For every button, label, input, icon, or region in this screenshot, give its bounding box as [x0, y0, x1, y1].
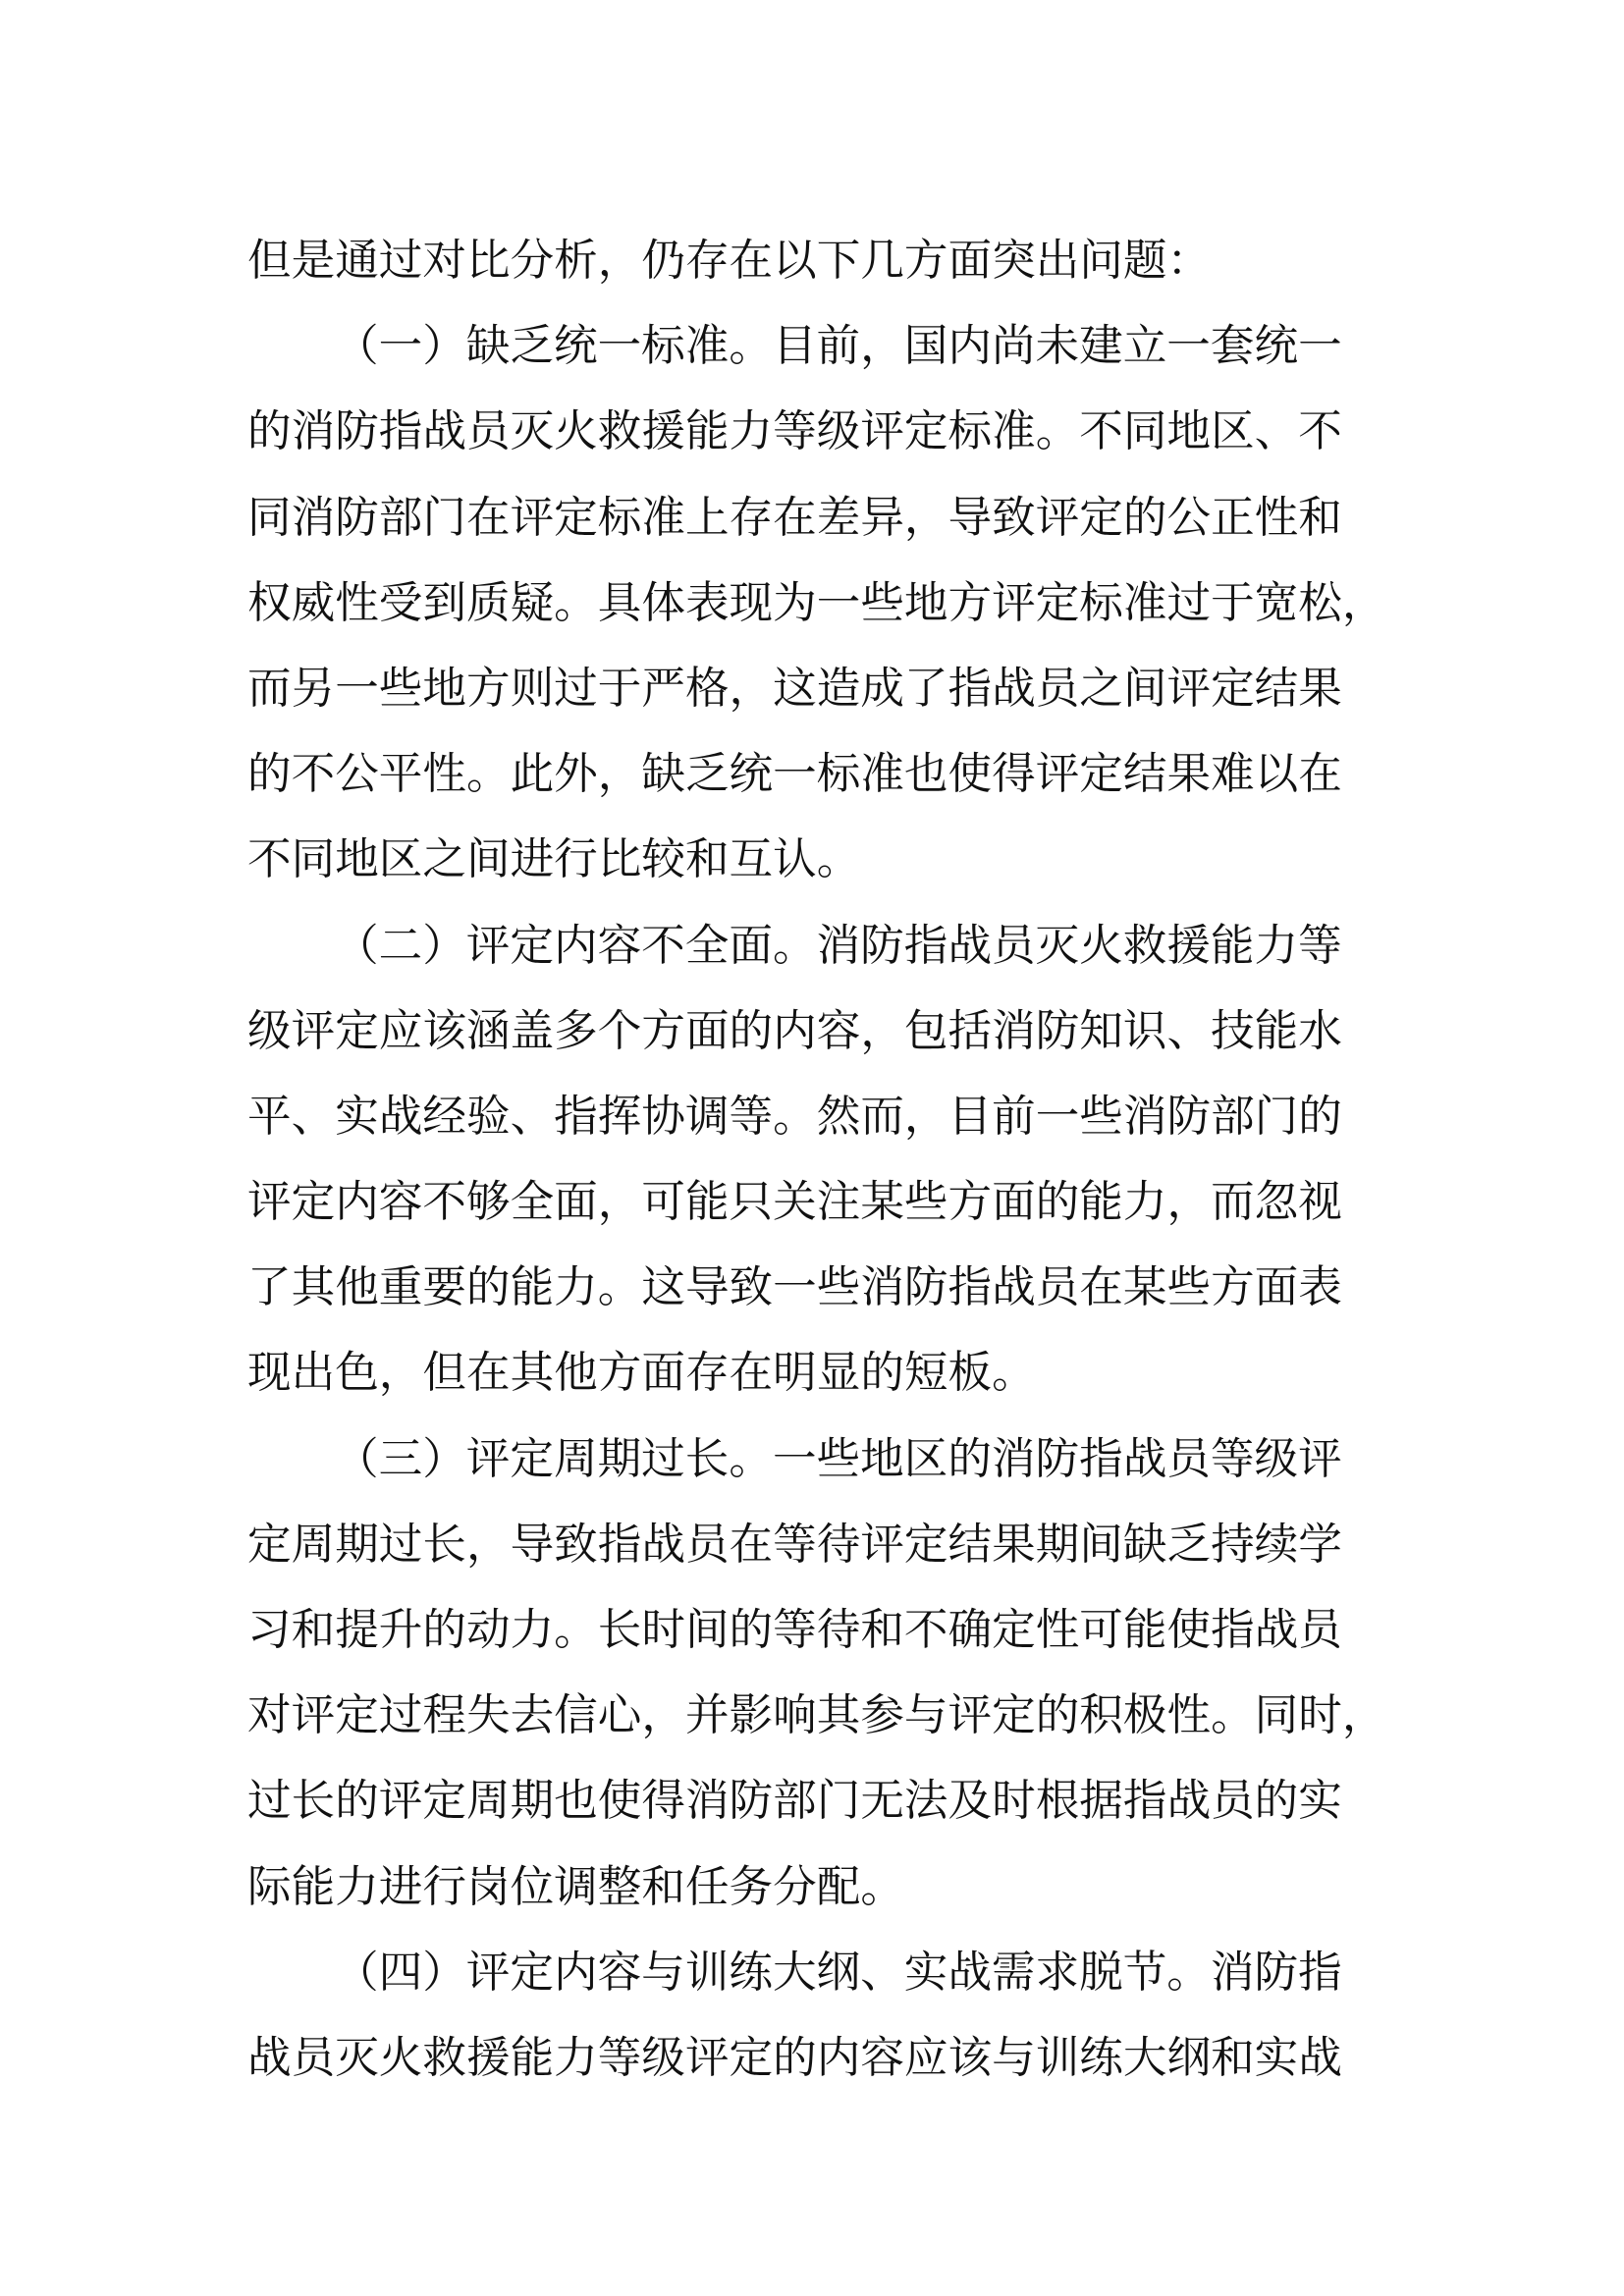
text-line: 习和提升的动力。长时间的等待和不确定性可能使指战员: [247, 1604, 1342, 1655]
text-line: 但是通过对比分析，仍存在以下几方面突出问题：: [247, 235, 1212, 286]
paragraph-lack-of-standard: [247, 303, 1386, 902]
text-line: （二）评定内容不全面。消防指战员灭火救援能力等: [335, 919, 1342, 971]
text-line: 不同地区之间进行比较和互认。: [247, 833, 861, 885]
text-line: 际能力进行岗位调整和任务分配。: [247, 1860, 904, 1912]
paragraph-incomplete-content: [247, 903, 1352, 1416]
text-line: （四）评定内容与训练大纲、实战需求脱节。消防指: [335, 1946, 1342, 1998]
text-line: 的不公平性。此外，缺乏统一标准也使得评定结果难以在: [247, 748, 1342, 800]
text-line: 权威性受到质疑。具体表现为一些地方评定标准过于宽松，: [247, 576, 1386, 628]
paragraph-disconnect: [247, 1930, 1352, 2101]
text-line: 了其他重要的能力。这导致一些消防指战员在某些方面表: [247, 1261, 1342, 1313]
text-line: 的消防指战员灭火救援能力等级评定标准。不同地区、不: [247, 405, 1342, 457]
paragraph-intro: [247, 218, 1352, 303]
document-page: [247, 218, 1386, 2101]
text-line: 定周期过长，导致指战员在等待评定结果期间缺乏持续学: [247, 1518, 1342, 1570]
text-line: 对评定过程失去信心，并影响其参与评定的积极性。同时，: [247, 1689, 1386, 1741]
text-line: （一）缺乏统一标准。目前，国内尚未建立一套统一: [335, 320, 1342, 372]
paragraph-long-cycle: [247, 1416, 1386, 1930]
text-line: 平、实战经验、指挥协调等。然而，目前一些消防部门的: [247, 1090, 1342, 1142]
text-line: 过长的评定周期也使得消防部门无法及时根据指战员的实: [247, 1775, 1342, 1827]
text-line: 级评定应该涵盖多个方面的内容，包括消防知识、技能水: [247, 1004, 1342, 1056]
text-line: 同消防部门在评定标准上存在差异，导致评定的公正性和: [247, 491, 1342, 543]
text-line: 评定内容不够全面，可能只关注某些方面的能力，而忽视: [247, 1176, 1342, 1228]
text-line: 现出色，但在其他方面存在明显的短板。: [247, 1347, 1036, 1399]
text-line: 战员灭火救援能力等级评定的内容应该与训练大纲和实战: [247, 2031, 1342, 2083]
text-line: （三）评定周期过长。一些地区的消防指战员等级评: [335, 1432, 1342, 1484]
text-line: 而另一些地方则过于严格，这造成了指战员之间评定结果: [247, 662, 1342, 714]
